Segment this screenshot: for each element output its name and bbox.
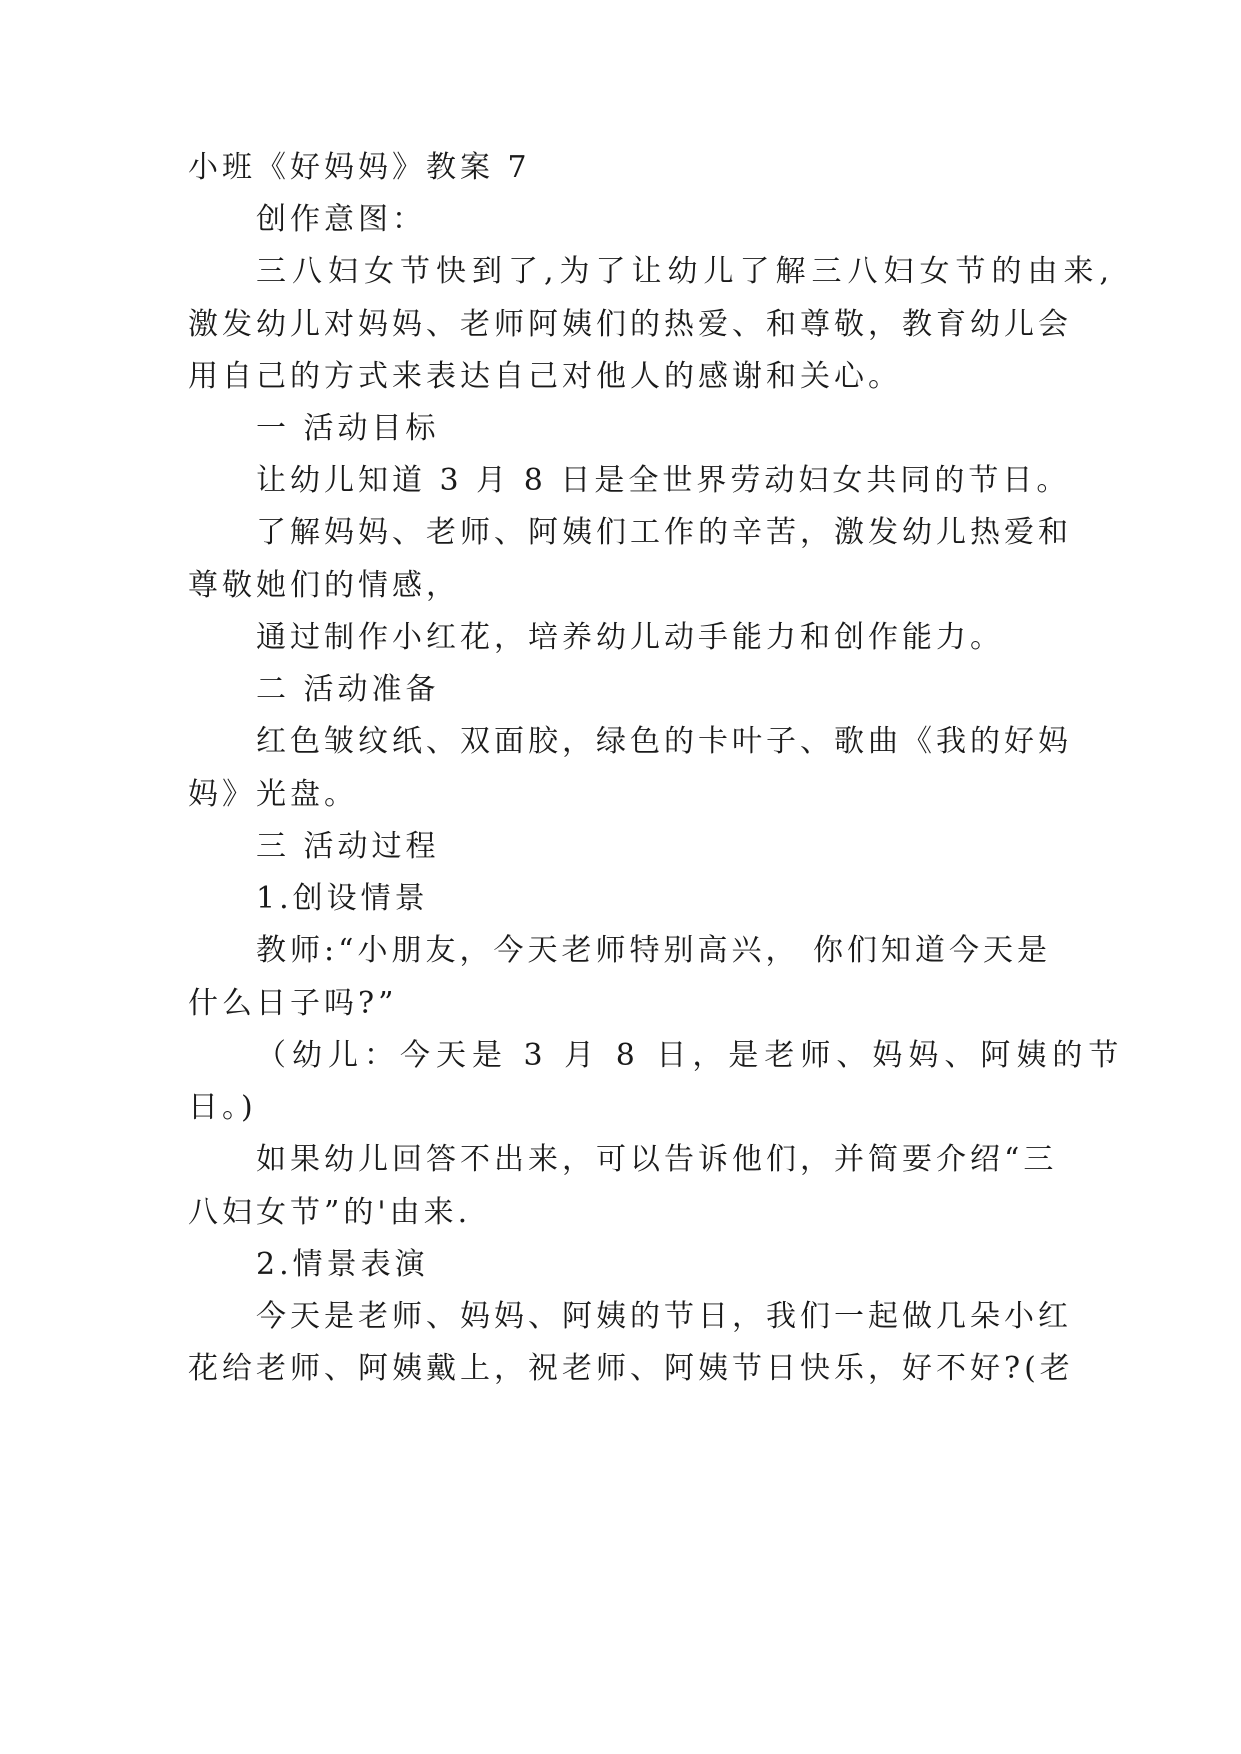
section-heading: 一 活动目标 [256, 411, 440, 446]
paragraph-line: 三八妇女节快到了,为了让幼儿了解三八妇女节的由来, [256, 254, 1116, 289]
paragraph-line: 日。) [188, 1090, 257, 1125]
subsection-heading: 1.创设情景 [256, 881, 429, 916]
paragraph-line: 用自己的方式来表达自己对他人的感谢和关心。 [188, 359, 902, 394]
paragraph-line: 红色皱纹纸、双面胶，绿色的卡叶子、歌曲《我的好妈 [256, 724, 1072, 759]
section-heading: 二 活动准备 [256, 672, 440, 707]
subsection-heading: 2.情景表演 [256, 1247, 429, 1282]
section-heading: 三 活动过程 [256, 829, 440, 864]
paragraph-line: 了解妈妈、老师、阿姨们工作的辛苦，激发幼儿热爱和 [256, 515, 1072, 550]
paragraph-line: 八妇女节”的'由来. [188, 1195, 472, 1230]
paragraph-line: 什么日子吗?” [188, 986, 398, 1021]
document-title: 小班《好妈妈》教案 7 [188, 150, 531, 185]
paragraph-line: 让幼儿知道 3 月 8 日是全世界劳动妇女共同的节日。 [256, 463, 1071, 498]
paragraph-line: 尊敬她们的情感， [188, 568, 460, 603]
paragraph-line: （幼儿：今天是 3 月 8 日，是老师、妈妈、阿姨的节 [256, 1038, 1125, 1073]
paragraph-line: 如果幼儿回答不出来，可以告诉他们，并简要介绍“三 [256, 1142, 1058, 1177]
paragraph-line: 激发幼儿对妈妈、老师阿姨们的热爱、和尊敬，教育幼儿会 [188, 307, 1072, 342]
paragraph-line: 妈》光盘。 [188, 777, 358, 812]
paragraph-line: 花给老师、阿姨戴上，祝老师、阿姨节日快乐，好不好?(老 [188, 1351, 1074, 1386]
paragraph-line: 今天是老师、妈妈、阿姨的节日，我们一起做几朵小红 [256, 1299, 1072, 1334]
paragraph-line: 通过制作小红花，培养幼儿动手能力和创作能力。 [256, 620, 1004, 655]
paragraph-line: 创作意图： [256, 202, 426, 237]
paragraph-line: 教师:“小朋友，今天老师特别高兴， 你们知道今天是 [256, 933, 1051, 968]
